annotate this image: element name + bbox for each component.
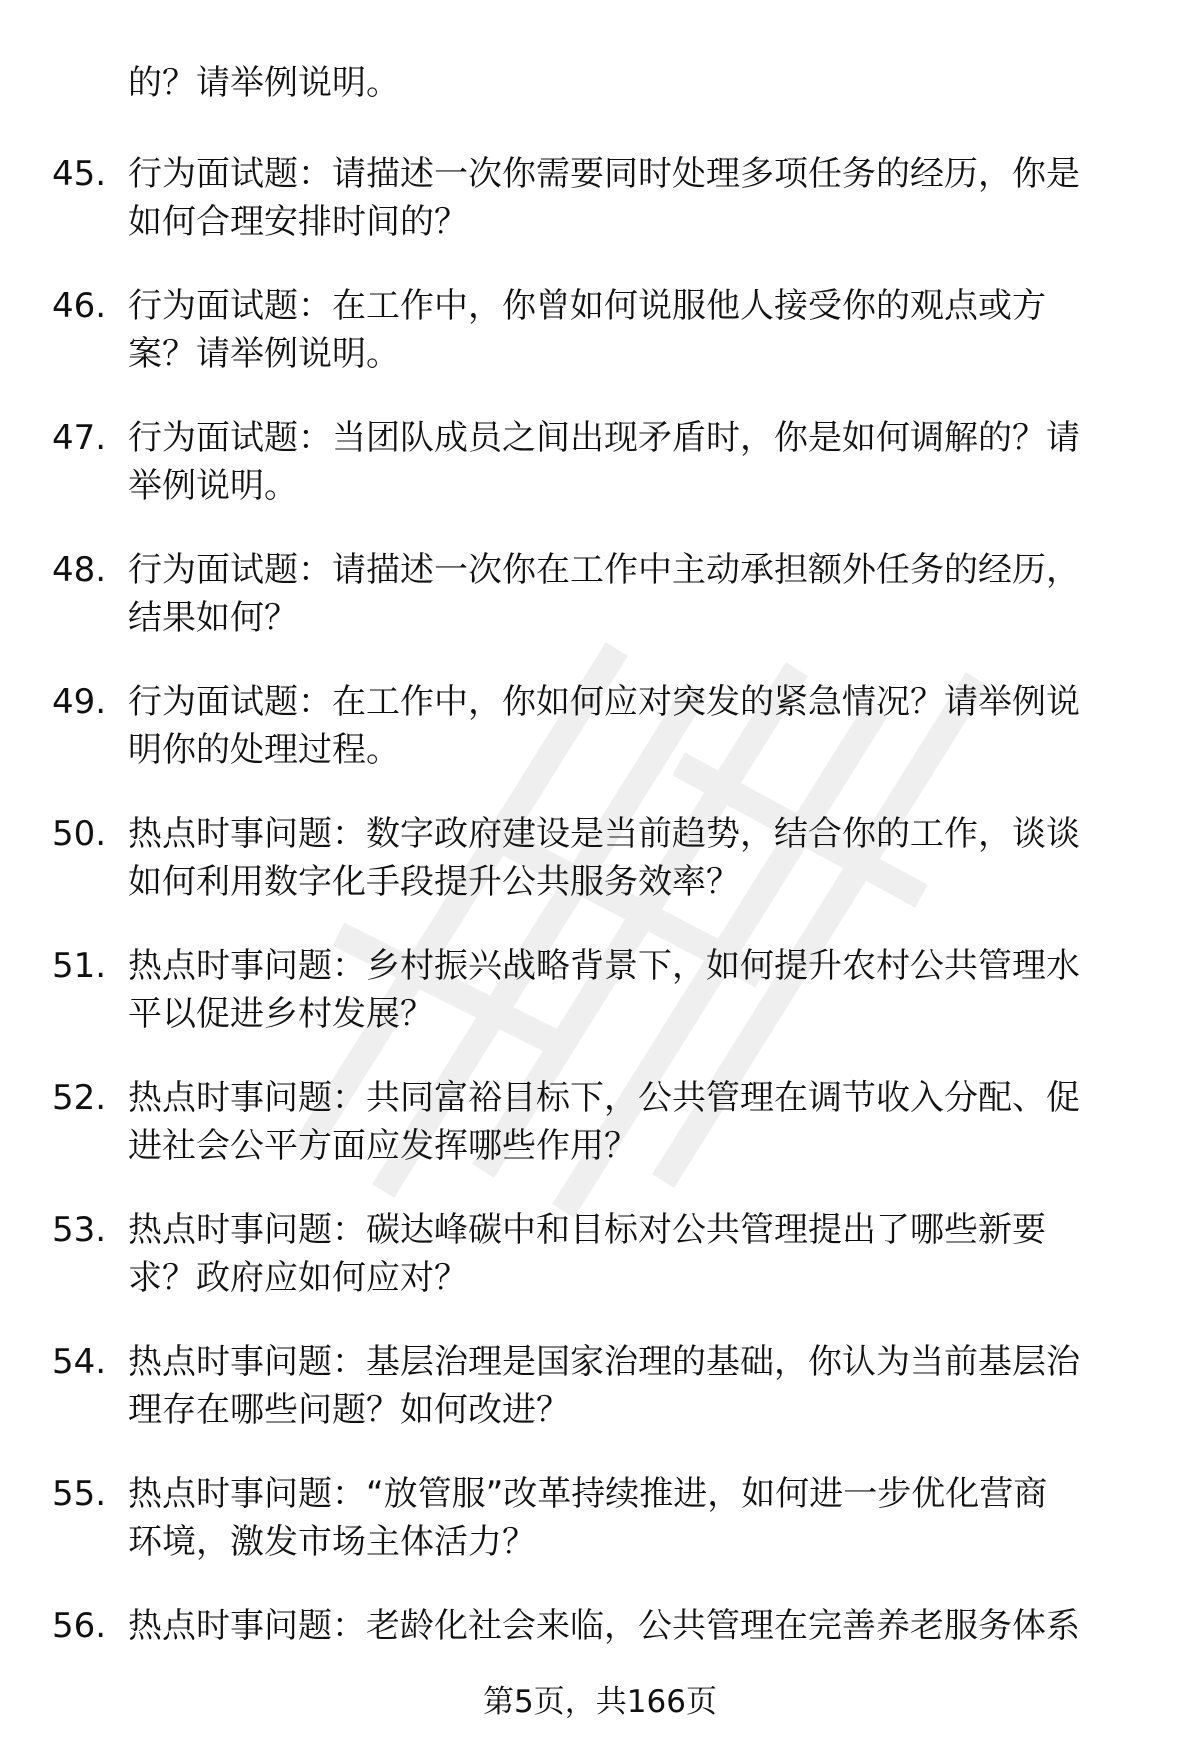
question-text <box>128 1470 1138 1566</box>
question-item <box>0 282 1200 414</box>
question-number: 46. <box>52 286 107 326</box>
question-text-line: 如何利用数字化手段提升公共服务效率？ <box>128 862 740 902</box>
question-item <box>0 546 1200 678</box>
question-text-line: 热点时事问题：基层治理是国家治理的基础，你认为当前基层治 <box>128 1342 1080 1382</box>
question-text-line: 进社会公平方面应发挥哪些作用？ <box>128 1126 638 1166</box>
question-number: 51. <box>52 946 107 986</box>
question-number: 53. <box>52 1210 107 1250</box>
question-text <box>128 1206 1138 1302</box>
question-text-line: 如何合理安排时间的？ <box>128 202 468 242</box>
question-text-line: 结果如何？ <box>128 598 298 638</box>
question-item <box>0 1470 1200 1602</box>
question-text-line: 热点时事问题：数字政府建设是当前趋势，结合你的工作，谈谈 <box>128 814 1080 854</box>
question-text-line: 热点时事问题：老龄化社会来临，公共管理在完善养老服务体系 <box>128 1606 1080 1646</box>
question-text <box>128 282 1138 378</box>
question-text <box>128 942 1138 1038</box>
question-text-line: 热点时事问题：“放管服”改革持续推进，如何进一步优化营商 <box>128 1474 1048 1514</box>
question-item <box>0 1074 1200 1206</box>
question-text-line: 行为面试题：请描述一次你在工作中主动承担额外任务的经历， <box>128 550 1080 590</box>
question-text-line: 行为面试题：当团队成员之间出现矛盾时，你是如何调解的？请 <box>128 418 1080 458</box>
question-text-line: 行为面试题：在工作中，你曾如何说服他人接受你的观点或方 <box>128 286 1046 326</box>
question-text-line: 行为面试题：在工作中，你如何应对突发的紧急情况？请举例说 <box>128 682 1080 722</box>
question-item <box>0 942 1200 1074</box>
question-number: 55. <box>52 1474 107 1514</box>
question-number: 45. <box>52 154 107 194</box>
question-number: 52. <box>52 1078 107 1118</box>
question-item <box>0 1206 1200 1338</box>
question-list <box>0 150 1200 1734</box>
question-text-line: 行为面试题：请描述一次你需要同时处理多项任务的经历，你是 <box>128 154 1080 194</box>
question-number: 56. <box>52 1606 107 1646</box>
question-number: 50. <box>52 814 107 854</box>
question-item <box>0 678 1200 810</box>
question-text <box>128 810 1138 906</box>
question-text-line: 案？请举例说明。 <box>128 334 400 374</box>
question-text-line: 求？政府应如何应对？ <box>128 1258 468 1298</box>
question-text-line: 环境，激发市场主体活力？ <box>128 1522 536 1562</box>
question-text <box>128 150 1138 246</box>
question-text-line: 理存在哪些问题？如何改进？ <box>128 1390 570 1430</box>
question-text-line: 热点时事问题：乡村振兴战略背景下，如何提升农村公共管理水 <box>128 946 1080 986</box>
question-text-line: 热点时事问题：碳达峰碳中和目标对公共管理提出了哪些新要 <box>128 1210 1046 1250</box>
question-text <box>128 1074 1138 1170</box>
question-number: 54. <box>52 1342 107 1382</box>
page-number-footer: 第5页，共166页 <box>483 1684 717 1720</box>
question-item <box>0 1338 1200 1470</box>
question-text <box>128 678 1138 774</box>
question-text-line: 热点时事问题：共同富裕目标下，公共管理在调节收入分配、促 <box>128 1078 1080 1118</box>
question-text-line: 平以促进乡村发展？ <box>128 994 434 1034</box>
question-text-line: 举例说明。 <box>128 466 298 506</box>
question-text <box>128 1602 1138 1650</box>
question-number: 48. <box>52 550 107 590</box>
question-text <box>128 1338 1138 1434</box>
question-number: 47. <box>52 418 107 458</box>
question-item <box>0 810 1200 942</box>
continued-question-text: 的？请举例说明。 <box>128 63 400 103</box>
question-text-line: 明你的处理过程。 <box>128 730 400 770</box>
question-item <box>0 150 1200 282</box>
question-item <box>0 414 1200 546</box>
question-text <box>128 546 1138 642</box>
question-text <box>128 414 1138 510</box>
question-number: 49. <box>52 682 107 722</box>
